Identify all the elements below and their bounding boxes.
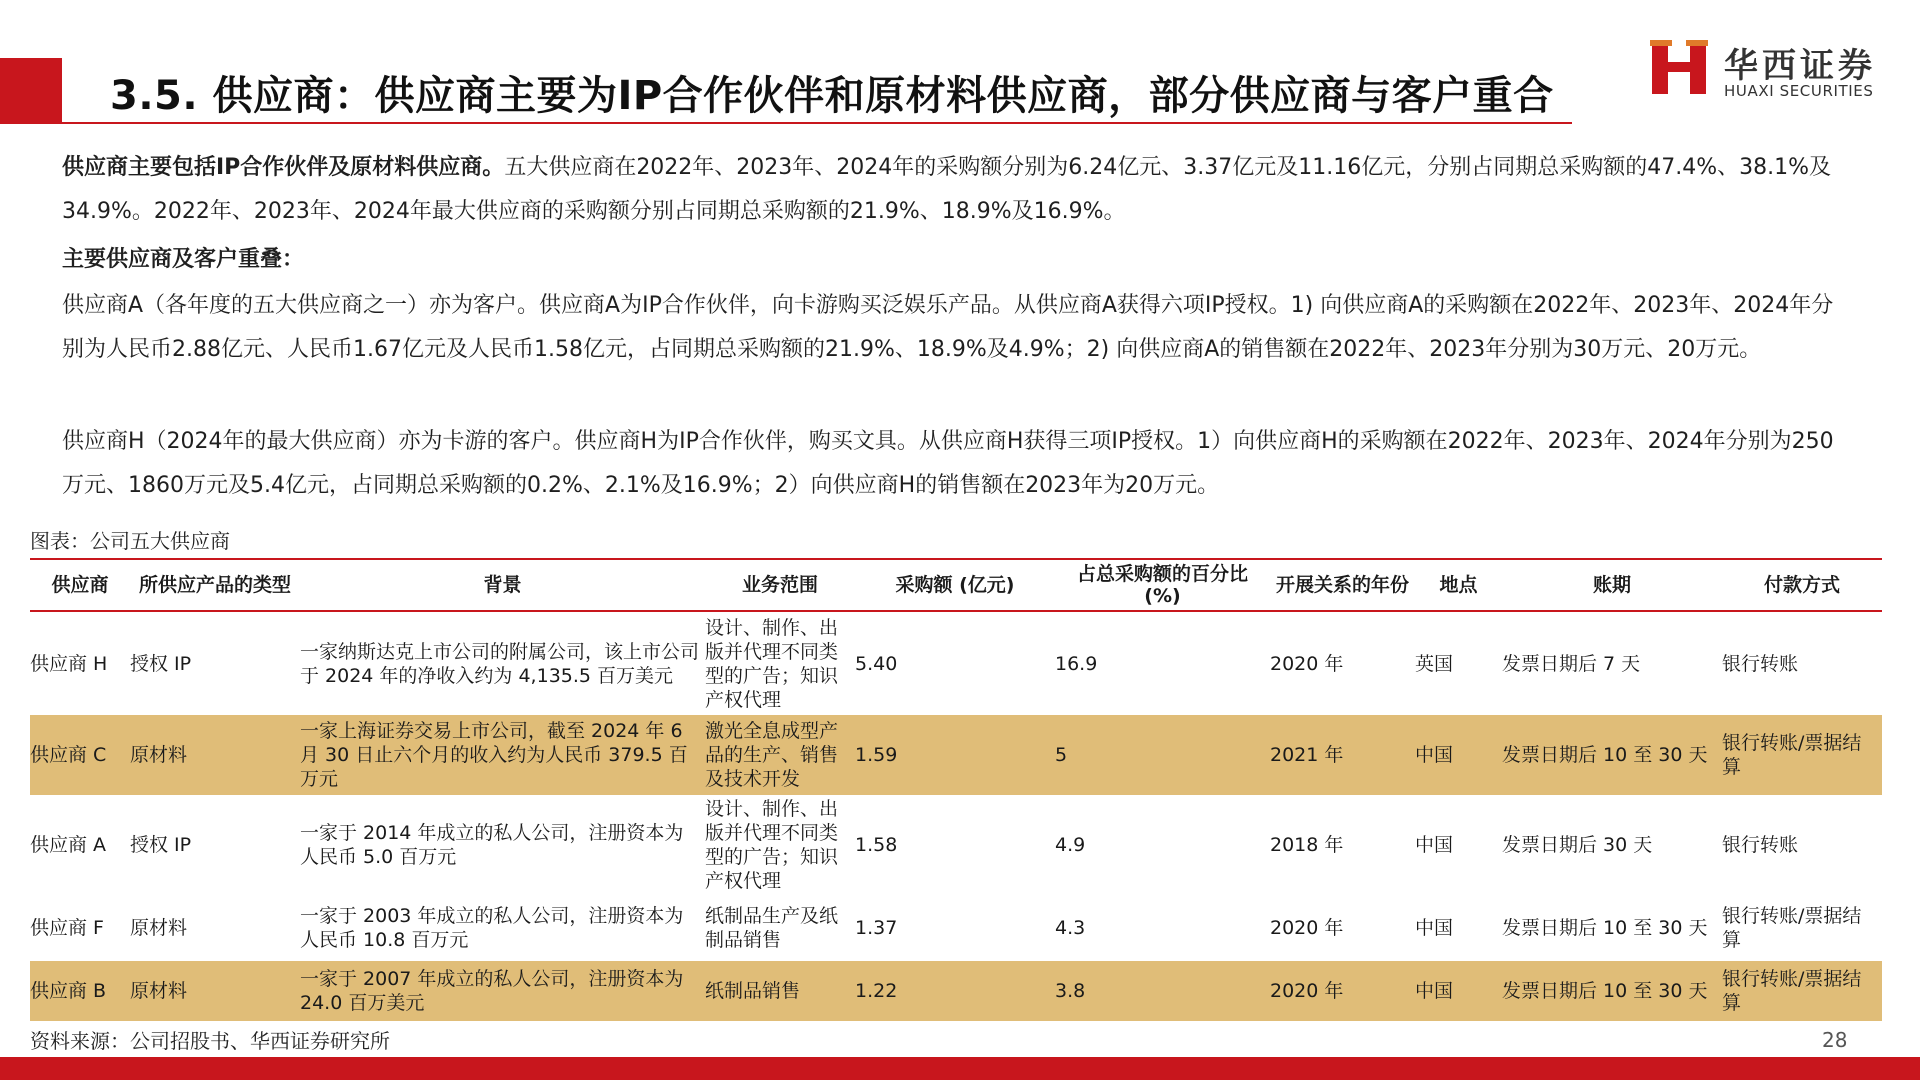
- cell-product-type: 原材料: [130, 917, 188, 939]
- paragraph-supplier-a: 供应商A（各年度的五大供应商之一）亦为客户。供应商A为IP合作伙伴，向卡游购买泛娱乐产品。从供应商A获得六项IP授权。1) 向供应商A的采购额在2022年、2023年、2024年分别为人民币2.88亿元、人民币1.67亿元及人民币1.58亿元，占同期总采购额的21.9%、18.9%及4.9%；2) 向供应商A的销售额在2022年、2023年分别为30万元、20万元。: [62, 293, 1834, 362]
- cell-purchase-amount: 1.22: [855, 961, 1055, 1021]
- cell-product-type: 授权 IP: [130, 652, 192, 675]
- cell-relationship-year: 2021 年: [1270, 715, 1415, 795]
- cell-business-scope: 纸制品销售: [705, 961, 855, 1021]
- table-header-row: [30, 560, 1882, 611]
- cell-location: 中国: [1415, 834, 1454, 856]
- cell-credit-period: 发票日期后 10 至 30 天: [1502, 917, 1708, 939]
- col-header-purchase-amount: 采购额 (亿元): [895, 574, 1015, 596]
- cell-payment-method: 银行转账: [1722, 834, 1799, 856]
- cell-location: 中国: [1415, 917, 1454, 939]
- table-row: [30, 961, 1882, 1021]
- cell-background: 一家于 2014 年成立的私人公司，注册资本为人民币 5.0 百万元: [300, 822, 684, 868]
- cell-supplier: 供应商 H: [30, 652, 108, 675]
- company-logo: [1650, 38, 1890, 102]
- cell-purchase-amount: 1.59: [855, 715, 1055, 795]
- cell-purchase-share: 5: [1055, 715, 1270, 795]
- supplier-table: [30, 558, 1882, 1021]
- cell-credit-period: 发票日期后 10 至 30 天: [1502, 715, 1722, 795]
- col-header-supplier: 供应商: [51, 574, 109, 596]
- cell-location: 中国: [1415, 961, 1502, 1021]
- cell-purchase-amount: 1.58: [855, 834, 898, 856]
- cell-business-scope: 纸制品生产及纸制品销售: [705, 905, 839, 951]
- cell-location: 英国: [1415, 652, 1454, 675]
- col-header-purchase-share: 占总采购额的百分比 (%): [1076, 563, 1248, 607]
- cell-supplier: 供应商 C: [30, 715, 130, 795]
- paragraph-supplier-overview: [62, 146, 1852, 234]
- cell-business-scope: 设计、制作、出版并代理不同类型的广告；知识产权代理: [705, 798, 839, 892]
- cell-purchase-share: 4.9: [1055, 834, 1086, 856]
- page-number: 28: [1822, 1028, 1848, 1052]
- cell-purchase-share: 4.3: [1055, 917, 1086, 939]
- col-header-product-type: 所供应产品的类型: [138, 574, 291, 596]
- cell-relationship-year: 2020 年: [1270, 652, 1344, 675]
- table-row: [30, 715, 1882, 795]
- cell-relationship-year: 2018 年: [1270, 834, 1344, 856]
- cell-purchase-share: 16.9: [1055, 652, 1098, 675]
- cell-background: 一家于 2007 年成立的私人公司，注册资本为 24.0 百万美元: [300, 961, 705, 1021]
- logo-english-name: HUAXI SECURITIES: [1724, 82, 1874, 100]
- paragraph-supplier-overview-text: 五大供应商在2022年、2023年、2024年的采购额分别为6.24亿元、3.37亿元及11.16亿元，分别占同期总采购额的47.4%、38.1%及34.9%。2022年、2023年、2024年最大供应商的采购额分别占同期总采购额的21.9%、18.9%及16.9%。: [62, 155, 1832, 224]
- cell-credit-period: 发票日期后 7 天: [1502, 652, 1641, 675]
- cell-credit-period: 发票日期后 10 至 30 天: [1502, 961, 1722, 1021]
- cell-relationship-year: 2020 年: [1270, 961, 1415, 1021]
- huaxi-logo-icon: [1650, 38, 1708, 100]
- cell-location: 中国: [1415, 715, 1502, 795]
- cell-supplier: 供应商 A: [30, 834, 107, 856]
- data-source-note: 资料来源：公司招股书、华西证券研究所: [30, 1029, 390, 1053]
- figure-caption: 图表：公司五大供应商: [30, 529, 230, 553]
- col-header-payment-method: 付款方式: [1763, 574, 1840, 596]
- footer-bar: [0, 1057, 1920, 1080]
- cell-relationship-year: 2020 年: [1270, 917, 1344, 939]
- cell-credit-period: 发票日期后 30 天: [1502, 834, 1653, 856]
- col-header-background: 背景: [483, 574, 522, 596]
- cell-payment-method: 银行转账/票据结算: [1722, 905, 1862, 951]
- table-row: [30, 795, 1882, 895]
- table-row: [30, 611, 1882, 715]
- cell-supplier: 供应商 B: [30, 961, 130, 1021]
- cell-product-type: 原材料: [130, 961, 300, 1021]
- cell-payment-method: 银行转账/票据结算: [1722, 961, 1882, 1021]
- cell-payment-method: 银行转账: [1722, 652, 1799, 675]
- cell-business-scope: 激光全息成型产品的生产、销售及技术开发: [705, 715, 855, 795]
- cell-business-scope: 设计、制作、出版并代理不同类型的广告；知识产权代理: [705, 616, 839, 711]
- cell-purchase-amount: 1.37: [855, 917, 898, 939]
- col-header-relationship-year: 开展关系的年份: [1275, 574, 1409, 596]
- col-header-location: 地点: [1439, 574, 1478, 596]
- cell-background: 一家上海证券交易上市公司，截至 2024 年 6 月 30 日止六个月的收入约为人民币 379.5 百万元: [300, 715, 705, 795]
- cell-supplier: 供应商 F: [30, 917, 104, 939]
- header-accent-block: [0, 58, 62, 124]
- col-header-business-scope: 业务范围: [741, 574, 818, 596]
- cell-purchase-amount: 5.40: [855, 652, 898, 675]
- cell-product-type: 授权 IP: [130, 834, 192, 856]
- table-row: [30, 895, 1882, 961]
- page-title: 3.5. 供应商：供应商主要为IP合作伙伴和原材料供应商，部分供应商与客户重合: [110, 73, 1554, 119]
- cell-background: 一家于 2003 年成立的私人公司，注册资本为人民币 10.8 百万元: [300, 905, 684, 951]
- cell-product-type: 原材料: [130, 715, 300, 795]
- header-underline: [62, 122, 1572, 124]
- cell-background: 一家纳斯达克上市公司的附属公司，该上市公司于 2024 年的净收入约为 4,135.5 百万美元: [300, 640, 700, 687]
- cell-purchase-share: 3.8: [1055, 961, 1270, 1021]
- col-header-credit-period: 账期: [1592, 574, 1631, 596]
- section-heading-overlap: 主要供应商及客户重叠：: [62, 247, 305, 272]
- paragraph-lead-bold: 供应商主要包括IP合作伙伴及原材料供应商。: [62, 155, 505, 180]
- paragraph-supplier-h: 供应商H（2024年的最大供应商）亦为卡游的客户。供应商H为IP合作伙伴，购买文具。从供应商H获得三项IP授权。1）向供应商H的采购额在2022年、2023年、2024年分别为250万元、1860万元及5.4亿元，占同期总采购额的0.2%、2.1%及16.9%；2）向供应商H的销售额在2023年为20万元。: [62, 429, 1834, 498]
- cell-payment-method: 银行转账/票据结算: [1722, 715, 1882, 795]
- logo-chinese-name: 华西证券: [1724, 46, 1876, 86]
